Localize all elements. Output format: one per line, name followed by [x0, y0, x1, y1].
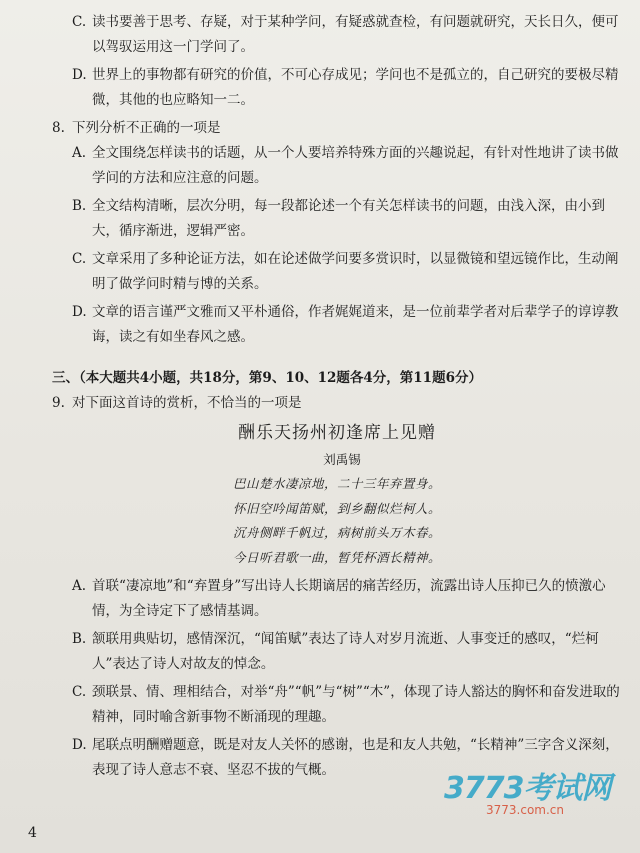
watermark-logo-text: 3773考试网 — [444, 771, 611, 806]
question-stem: 下列分析不正确的一项是 — [72, 120, 221, 136]
q8-option-b — [52, 194, 622, 244]
q8-option-d — [52, 300, 622, 350]
q9-option-b — [52, 627, 622, 677]
watermark-logo — [444, 763, 614, 823]
page-content — [52, 10, 622, 783]
page-number: 4 — [28, 825, 37, 841]
question-number: 8. — [52, 120, 65, 136]
option-label: D. — [72, 304, 87, 320]
q7-option-c — [52, 10, 622, 60]
option-text: 首联“凄凉地”和“弃置身”写出诗人长期谪居的痛苦经历，流露出诗人压抑已久的愤激心情，为全诗定下了感情基调。 — [92, 578, 606, 619]
poem-title: 酬乐天扬州初逢席上见赠 — [238, 423, 436, 443]
section-heading: 三、（本大题共4小题，共18分，第9、10、12题各4分，第11题6分） — [52, 370, 482, 386]
watermark-url: 3773.com.cn — [486, 803, 564, 817]
option-label: C. — [72, 251, 87, 267]
option-label: D. — [72, 737, 87, 753]
poem-author: 刘禹锡 — [323, 452, 361, 467]
q9-option-a — [52, 574, 622, 624]
poem-line: 沉舟侧畔千帆过，病树前头万木春。 — [232, 525, 441, 540]
option-text: 世界上的事物都有研究的价值，不可心存成见；学问也不是孤立的，自己研究的要极尽精微，其他的也应略知一二。 — [92, 67, 619, 108]
option-text: 全文围绕怎样读书的话题，从一个人要培养特殊方面的兴趣说起，有针对性地讲了读书做学问的方法和应注意的问题。 — [92, 145, 619, 186]
poem-line: 今日听君歌一曲，暂凭杯酒长精神。 — [232, 549, 441, 565]
question-stem: 对下面这首诗的赏析，不恰当的一项是 — [72, 395, 302, 411]
option-text: 全文结构清晰，层次分明，每一段都论述一个有关怎样读书的问题，由浅入深，由小到大，循序渐进，逻辑严密。 — [92, 198, 605, 239]
poem — [52, 418, 622, 570]
option-label: B. — [72, 198, 87, 214]
option-label: A. — [72, 578, 87, 594]
q8-stem — [52, 116, 622, 141]
option-text: 读书要善于思考、存疑，对于某种学问，有疑惑就查检，有问题就研究，天长日久，便可以驾驭运用这一门学问了。 — [92, 14, 619, 55]
question-number: 9. — [52, 395, 65, 411]
poem-line: 怀旧空吟闻笛赋，到乡翻似烂柯人。 — [232, 500, 441, 516]
poem-line: 巴山楚水凄凉地，二十三年弃置身。 — [232, 476, 441, 491]
option-label: D. — [72, 67, 87, 83]
option-label: C. — [72, 14, 87, 30]
option-text: 文章采用了多种论证方法，如在论述做学问要多赏识时，以显微镜和望远镜作比，生动阐明了做学问时精与博的关系。 — [92, 251, 619, 292]
q9-stem — [52, 391, 622, 416]
option-label: C. — [72, 684, 87, 700]
option-text: 颈联景、情、理相结合，对举“舟”“帆”与“树”“木”，体现了诗人豁达的胸怀和奋发进取的精神，同时喻含新事物不断涌现的理趣。 — [92, 684, 620, 725]
option-label: B. — [72, 631, 87, 647]
q8-option-c — [52, 247, 622, 297]
q8-option-a — [52, 141, 622, 191]
q9-option-c — [52, 680, 622, 730]
option-text: 文章的语言谨严文雅而又平朴通俗，作者娓娓道来，是一位前辈学者对后辈学子的谆谆教诲，读之有如坐春风之感。 — [92, 304, 619, 345]
option-label: A. — [72, 145, 87, 161]
option-text: 颔联用典贴切，感情深沉，“闻笛赋”表达了诗人对岁月流逝、人事变迁的感叹，“烂柯人”表达了诗人对故友的悼念。 — [92, 631, 599, 672]
option-text: 尾联点明酬赠题意，既是对友人关怀的感谢，也是和友人共勉，“长精神”三字含义深刻，表现了诗人意志不衰、坚忍不拔的气概。 — [92, 737, 619, 778]
q7-option-d — [52, 63, 622, 113]
